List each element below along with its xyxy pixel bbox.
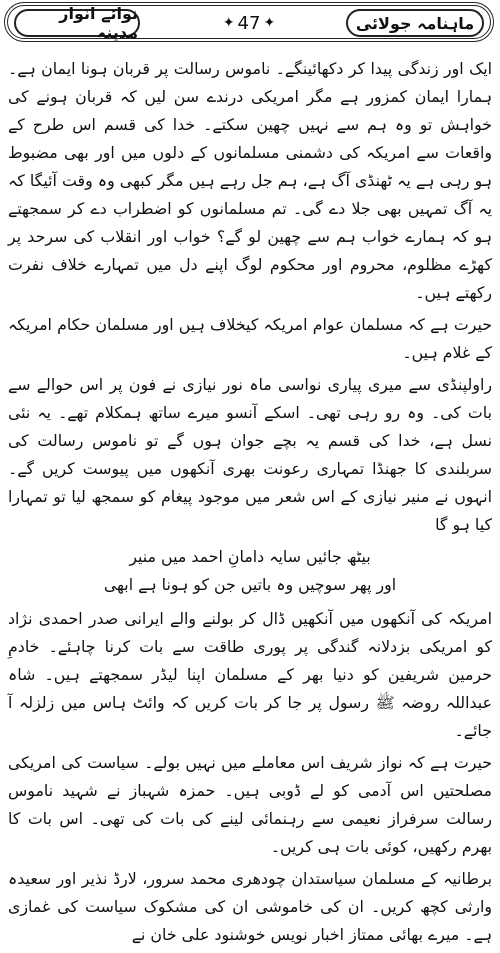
paragraph: ایک اور زندگی پیدا کر دکھائینگے۔ ناموس رسالت پر قربان ہونا ایمان ہے۔ ہمارا ایمان کمزور ہے مگر امریکی درندے سن لیں کہ قربان ہونے کی خواہش تو وہ ہم سے نہیں چھین سکتے۔ خدا کی قسم اس طرح کے واقعات سے امریکہ کی دشمنی مسلمانوں کے دلوں میں اور بھی مضبوط ہو رہی ہے یہ ٹھنڈی آگ ہے، ہم جل رہے ہیں مگر کبھی وہ وقت آئیگا کہ یہ آگ تمہیں بھی جلا دے گی۔ تم مسلمانوں کو اضطراب دے کر سمجھتے ہو کہ ہمارے خواب ہم سے چھین لو گے؟ خواب اور انقلاب کی سرحد پر کھڑے مظلوم، محروم اور محکوم لوگ اپنے دل میں تمہارے خلاف نفرت رکھتے ہیں۔ bbox=[8, 59, 492, 302]
magazine-title: ماہنامہ جولائی bbox=[346, 9, 484, 37]
poem-line: اور پھر سوچیں وہ باتیں جن کو ہونا ہے ابھی bbox=[103, 575, 397, 594]
page-number: 47 bbox=[237, 12, 261, 34]
page-header bbox=[4, 2, 494, 42]
paragraph: حیرت ہے کہ مسلمان عوام امریکہ کیخلاف ہیں اور مسلمان حکام امریکہ کے غلام ہیں۔ bbox=[8, 315, 492, 362]
paragraph: امریکہ کی آنکھوں میں آنکھیں ڈال کر بولنے والے ایرانی صدر احمدی نژاد کو امریکی بزدلانہ گندگی پر پوری طاقت سے بات کرنا چاہئے۔ خادمِ حرمین شریفین کو دنیا بھر کے مسلمان اپنا لیڈر سمجھتے ہیں۔ شاہ عبداللہ روضہ ﷺ رسول پر جا کر بات کریں کہ وائٹ ہاس میں زلزلہ آ جائے۔ bbox=[8, 609, 492, 740]
poem-line: بیٹھ جائیں سایہ دامانِ احمد میں منیر bbox=[129, 547, 371, 566]
paragraph: راولپنڈی سے میری پیاری نواسی ماہ نور نیازی نے فون پر اس حوالے سے بات کی۔ وہ رو رہی تھی۔ اسکے آنسو میرے ساتھ ہمکلام تھے۔ یہ نئی نسل ہے، خدا کی قسم یہ بچے جوان ہوں گے تو ناموس رسالت کی سربلندی کا جھنڈا تمہاری رعونت بھری آنکھوں میں پیوست کریں گے۔ انہوں نے منیر نیازی کے اس شعر میں موجود پیغام کو سمجھ لیا تو تمہارا کیا ہو گا bbox=[8, 375, 492, 534]
page-number-block bbox=[218, 10, 280, 36]
ornament-icon: ✦ bbox=[263, 15, 276, 31]
paragraph: برطانیہ کے مسلمان سیاستدان چودھری محمد سرور، لارڈ نذیر اور سعیدہ وارثی کچھ کریں۔ ان کی خاموشی ان کی مشکوک سیاست کی غمازی ہے۔ میرے بھائی ممتاز اخبار نویس خوشنود علی خان نے bbox=[8, 869, 492, 944]
ornament-icon: ✦ bbox=[222, 15, 235, 31]
article-body bbox=[8, 55, 492, 953]
publication-title: نوائے انوار مدینہ bbox=[14, 9, 140, 37]
poem-couplet bbox=[8, 543, 492, 599]
paragraph: حیرت ہے کہ نواز شریف اس معاملے میں نہیں بولے۔ سیاست کی امریکی مصلحتیں اس آدمی کو لے ڈوبی ہیں۔ حمزہ شہباز نے شہید ناموس رسالت سرفراز نعیمی سے رہنمائی لینے کی بات کی تھی۔ اس بات کا بھرم رکھیں، کوئی بات ہی کریں۔ bbox=[8, 753, 492, 856]
